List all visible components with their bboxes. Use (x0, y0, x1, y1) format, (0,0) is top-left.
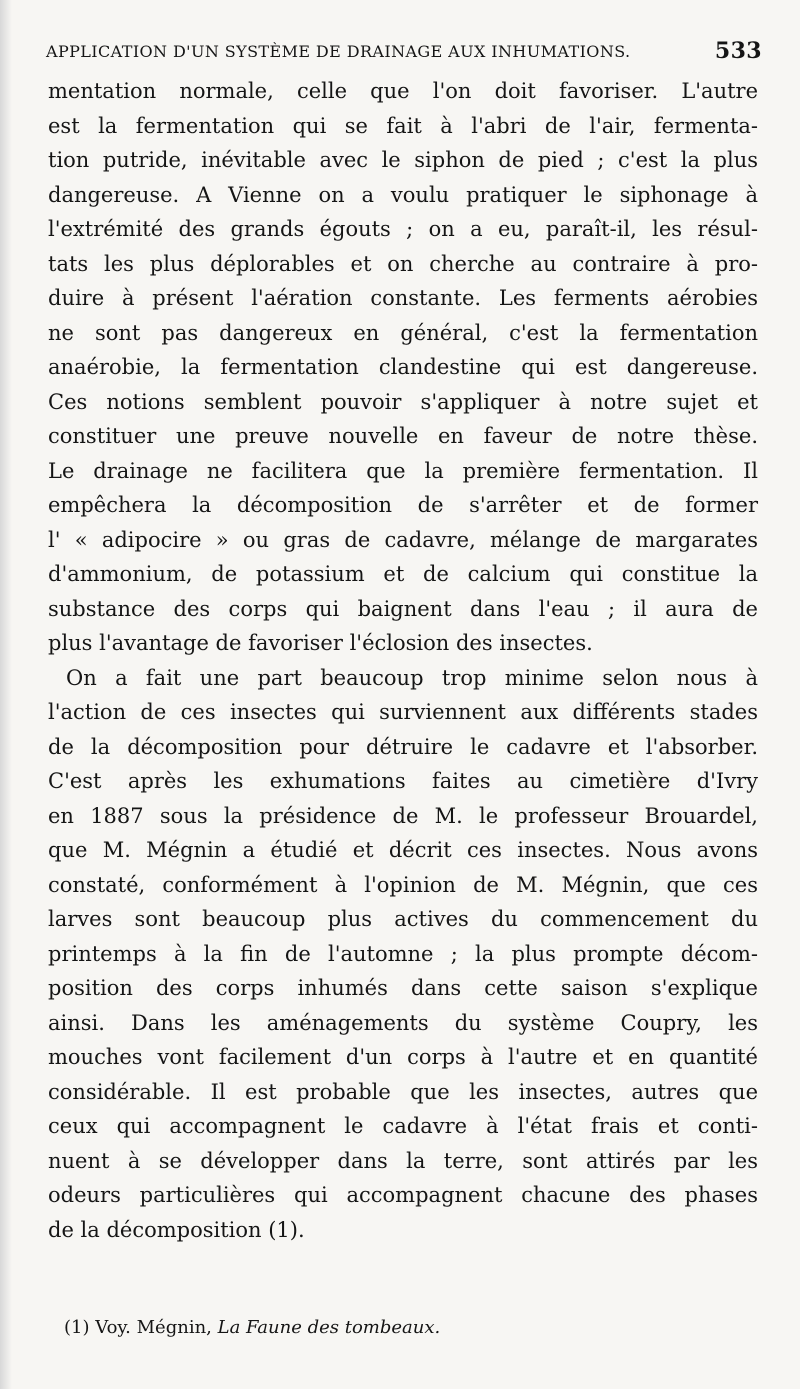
body-line: dangereuse. A Vienne on a voulu pratiquer le siphonage à (48, 182, 758, 207)
body-line: nuent à se développer dans la terre, sont attirés par les (48, 1148, 758, 1173)
body-line: larves sont beaucoup plus actives du commencement du (48, 907, 758, 931)
footnote-book-title: La Faune des tombeaux. (217, 1317, 441, 1338)
body-line: anaérobie, la fermentation clandestine qui est dangereuse. (48, 355, 758, 379)
body-line: de la décomposition pour détruire le cadavre et l'absorber. (48, 734, 758, 759)
body-line: ceux qui accompagnent le cadavre à l'état frais et conti- (48, 1114, 758, 1138)
body-line: printemps à la fin de l'automne ; la plus prompte décom- (48, 941, 758, 966)
body-line: empêchera la décomposition de s'arrêter et de former (48, 493, 758, 517)
body-line: tion putride, inévitable avec le siphon de pied ; c'est la plus (48, 148, 758, 172)
body-line: l'action de ces insectes qui surviennent aux différents stades (48, 700, 758, 724)
body-line: substance des corps qui baignent dans l'eau ; il aura de (48, 596, 758, 621)
body-line: considérable. Il est probable que les insectes, autres que (48, 1079, 758, 1104)
body-line: Ces notions semblent pouvoir s'appliquer à notre sujet et (48, 389, 758, 414)
body-text (48, 74, 758, 1247)
body-line: C'est après les exhumations faites au cimetière d'Ivry (48, 769, 758, 793)
running-head (46, 38, 762, 76)
body-line: tats les plus déplorables et on cherche au contraire à pro- (48, 251, 758, 276)
body-line: de la décomposition (1). (48, 1217, 305, 1242)
body-line: plus l'avantage de favoriser l'éclosion des insectes. (48, 631, 593, 655)
body-line: d'ammonium, de potassium et de calcium qui constitue la (48, 562, 758, 586)
body-line: Le drainage ne facilitera que la première fermentation. Il (48, 458, 758, 483)
body-line: l'extrémité des grands égouts ; on a eu, paraît-il, les résul- (48, 217, 758, 241)
body-line: duire à présent l'aération constante. Les ferments aérobies (48, 286, 758, 310)
body-line: en 1887 sous la présidence de M. le professeur Brouardel, (48, 803, 758, 828)
page-number: 533 (714, 38, 762, 64)
body-line: position des corps inhumés dans cette saison s'explique (48, 976, 758, 1000)
body-line: ne sont pas dangereux en général, c'est la fermentation (48, 320, 758, 345)
body-line: constaté, conformément à l'opinion de M. Mégnin, que ces (48, 872, 758, 897)
body-line: mentation normale, celle que l'on doit favoriser. L'autre (48, 79, 758, 103)
body-line: constituer une preuve nouvelle en faveur de notre thèse. (48, 424, 758, 448)
footnote (64, 1317, 714, 1338)
body-line: mouches vont facilement d'un corps à l'autre et en quantité (48, 1045, 758, 1069)
body-line: que M. Mégnin a étudié et décrit ces insectes. Nous avons (48, 838, 758, 862)
body-line: odeurs particulières qui accompagnent chacune des phases (48, 1183, 758, 1207)
paragraph-start-line: On a fait une part beaucoup trop minime selon nous à (66, 665, 758, 690)
body-line: l' « adipocire » ou gras de cadavre, mélange de margarates (48, 527, 758, 552)
body-line: est la fermentation qui se fait à l'abri de l'air, fermenta- (48, 113, 758, 138)
body-line: ainsi. Dans les aménagements du système Coupry, les (48, 1010, 758, 1035)
footnote-reference: (1) Voy. Mégnin, (64, 1317, 218, 1338)
running-head-title: APPLICATION D'UN SYSTÈME DE DRAINAGE AUX INHUMATIONS. (46, 42, 631, 61)
page-edge-shadow (0, 0, 12, 1389)
